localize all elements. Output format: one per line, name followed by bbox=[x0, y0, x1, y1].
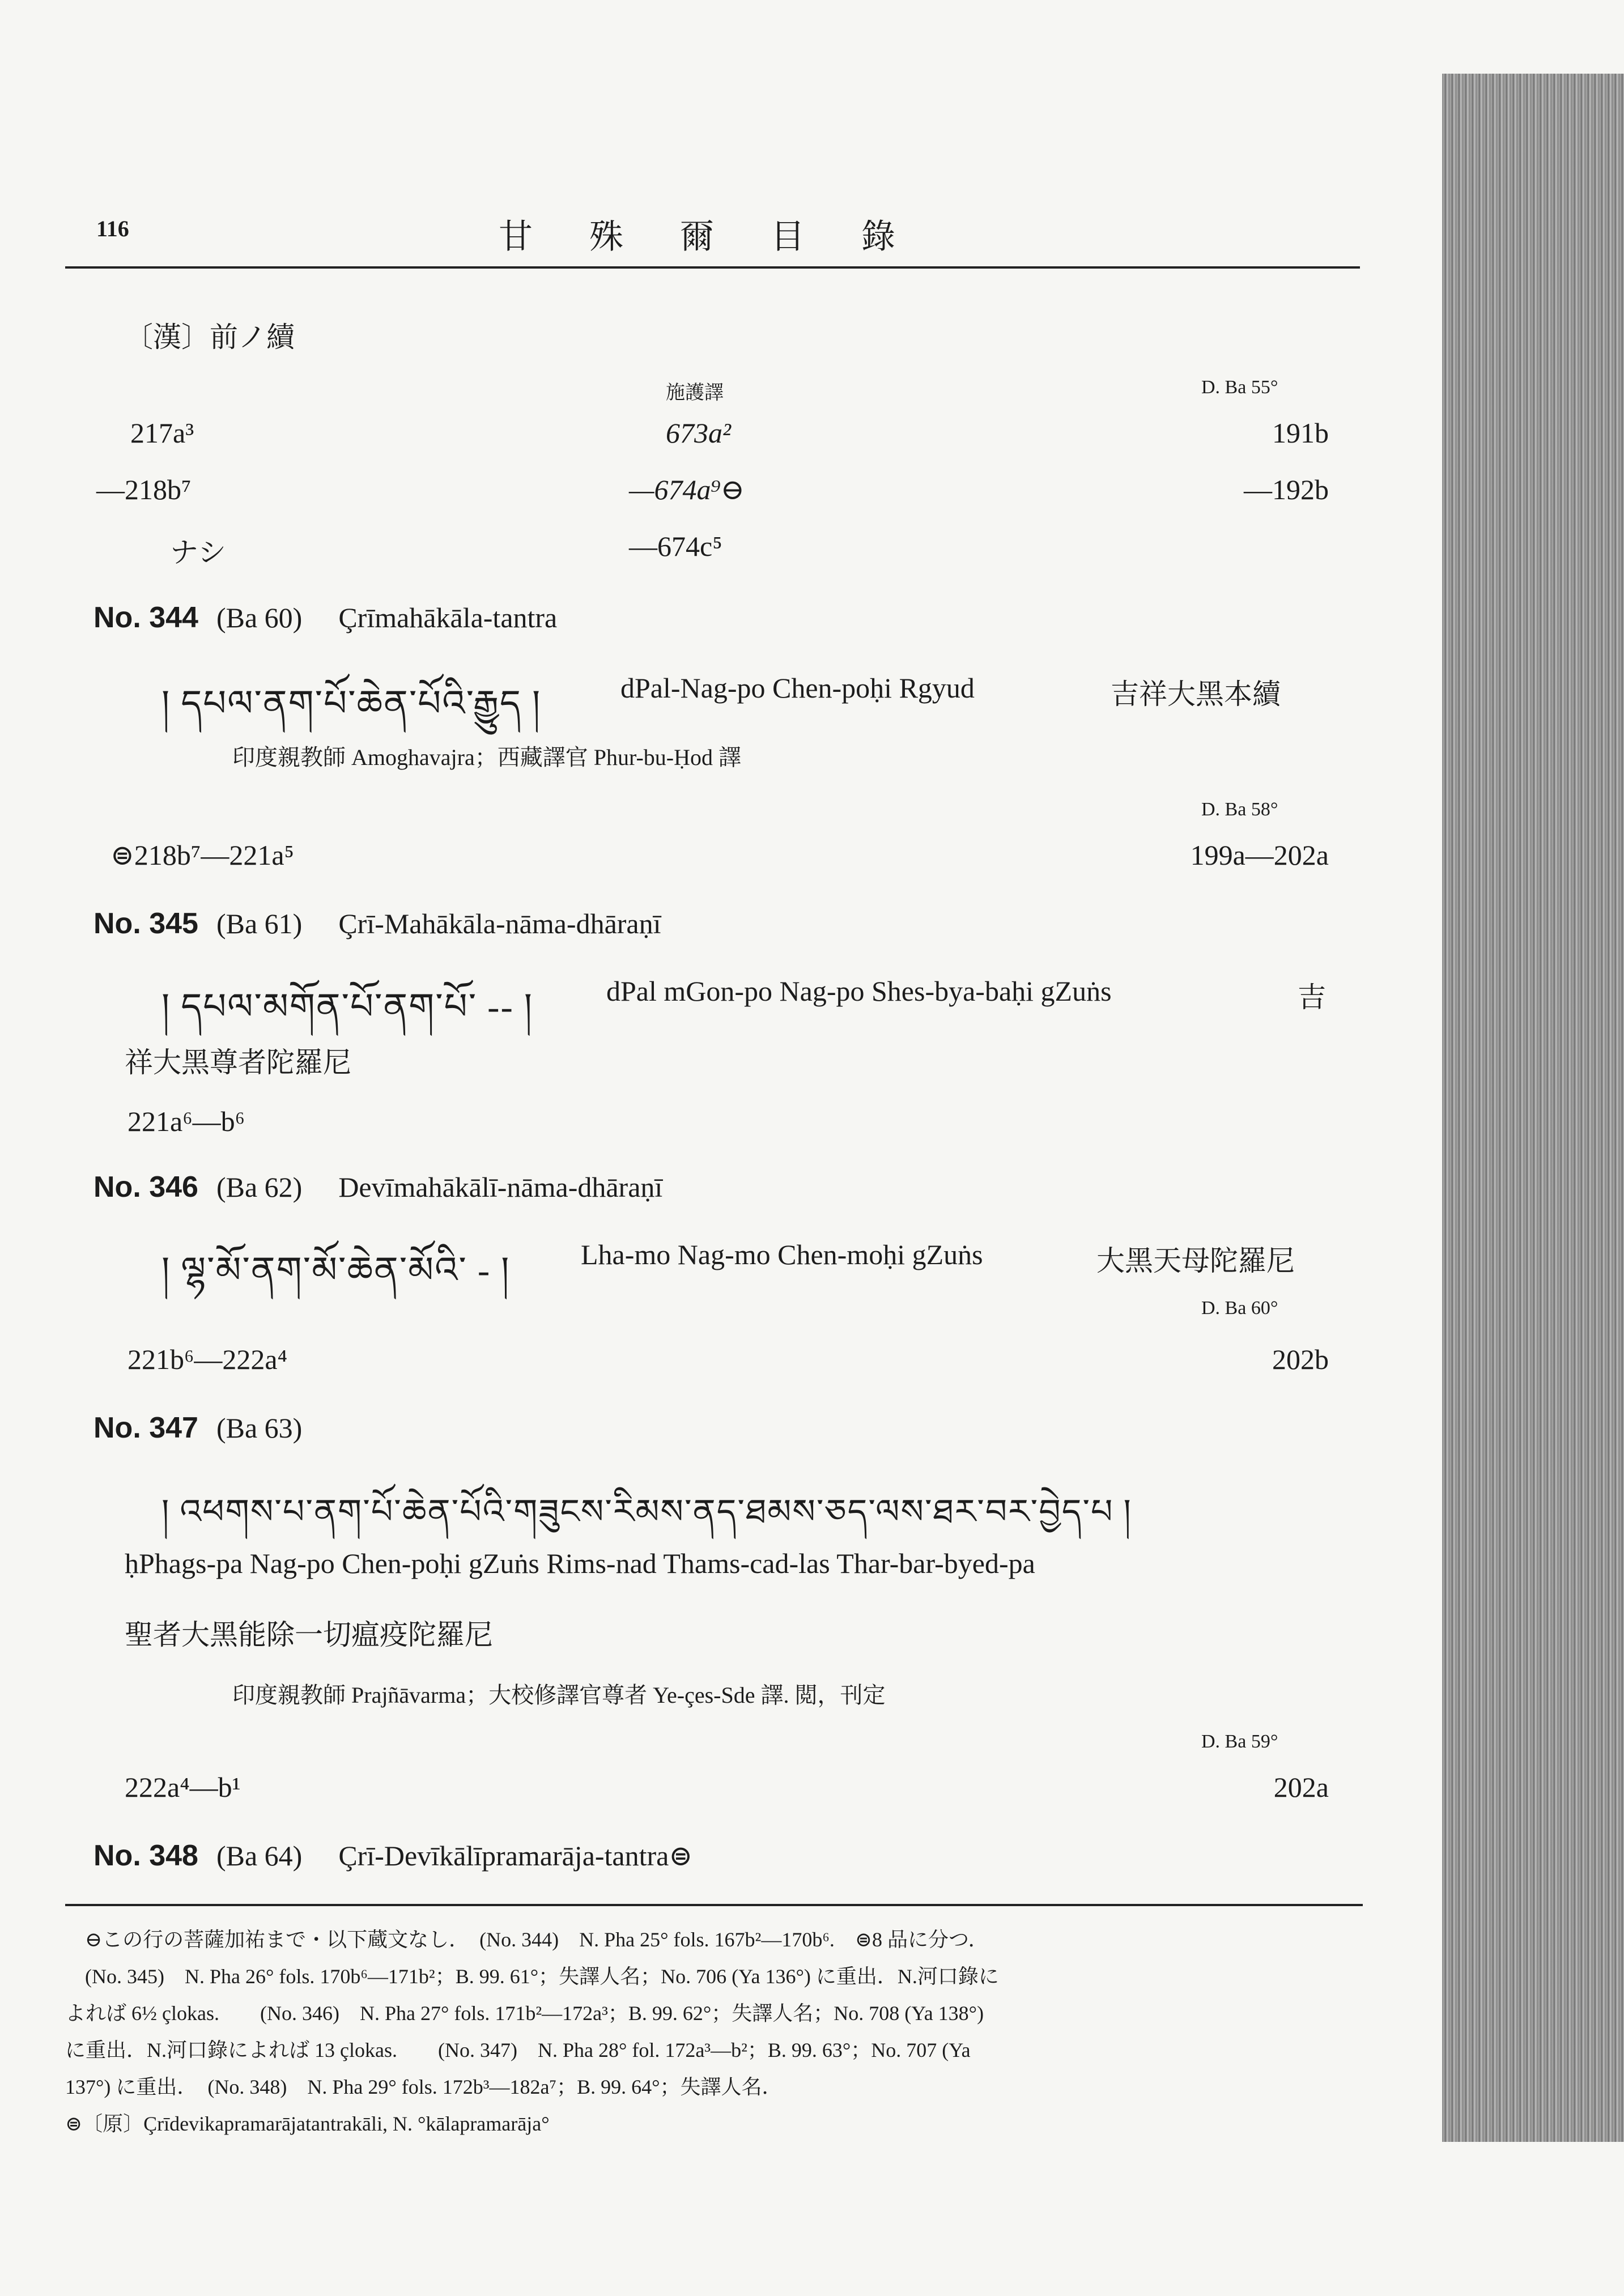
row2-taisho: —674a⁹⊖ bbox=[629, 474, 745, 505]
folio-range: 222a⁴—b¹ bbox=[125, 1771, 241, 1803]
continuation-heading: 〔漢〕前ノ續 bbox=[125, 321, 295, 353]
chinese-title: 大黑天母陀羅尼 bbox=[1096, 1245, 1295, 1277]
wylie-title: Lha-mo Nag-mo Chen-moḥi gZuṅs bbox=[581, 1239, 983, 1270]
sanskrit-title: Çrīmahākāla-tantra bbox=[338, 602, 558, 633]
entry-code: (Ba 64) bbox=[216, 1840, 303, 1872]
entry-346-heading bbox=[93, 1170, 662, 1204]
entry-number: No. 346 bbox=[93, 1171, 198, 1204]
chinese-title-cont: 祥大黑尊者陀羅尼 bbox=[125, 1047, 351, 1078]
entry-code: (Ba 63) bbox=[216, 1412, 303, 1444]
derge-note: D. Ba 59° bbox=[1201, 1731, 1278, 1752]
entry-344-heading bbox=[93, 601, 557, 635]
entry-348-heading bbox=[93, 1839, 692, 1873]
wylie-title: dPal mGon-po Nag-po Shes-bya-baḥi gZuṅs bbox=[606, 975, 1112, 1007]
footnote-rule bbox=[65, 1904, 1363, 1906]
chinese-title-start: 吉 bbox=[1298, 981, 1326, 1013]
page-title: 甘殊爾目錄 bbox=[499, 218, 952, 256]
scan-edge-shadow bbox=[1442, 74, 1624, 2142]
derge-folio: 202b bbox=[1272, 1343, 1329, 1375]
row2-derge: —192b bbox=[1244, 474, 1329, 505]
entry-number: No. 348 bbox=[93, 1839, 198, 1872]
entry-number: No. 347 bbox=[93, 1411, 198, 1444]
tibetan-title: ། ལྷ་མོ་ནག་མོ་ཆེན་མོའི་ - ། bbox=[161, 1250, 511, 1290]
entry-code: (Ba 60) bbox=[216, 602, 303, 633]
row2-folio: —218b⁷ bbox=[96, 474, 192, 505]
entry-345-heading bbox=[93, 907, 661, 941]
folio-range: ⊜218b⁷—221a⁵ bbox=[110, 839, 294, 871]
derge-note: D. Ba 58° bbox=[1201, 799, 1278, 820]
tibetan-title: ། འཕགས་པ་ནག་པོ་ཆེན་པོའི་གཟུངས་རིམས་ནད་ཐམས་ཅད་ལས་ཐར་བར་བྱེད་པ ། bbox=[161, 1493, 1132, 1530]
translators-line: 印度親教師 Prajñāvarma；大校修譯官尊者 Ye-çes-Sde 譯. 閲，刊定 bbox=[232, 1682, 886, 1708]
page-number: 116 bbox=[96, 216, 129, 241]
sanskrit-title: Çrī-Mahākāla-nāma-dhāraṇī bbox=[338, 908, 661, 939]
entry-number: No. 344 bbox=[93, 601, 198, 634]
wylie-title: dPal-Nag-po Chen-poḥi Rgyud bbox=[620, 672, 975, 704]
row1-derge: 191b bbox=[1272, 417, 1329, 449]
footnote-line: よれば 6½ çlokas. (No. 346) N. Pha 27° fols. 171b²—172a³；B. 99. 62°；失譯人名；No. 708 (Ya 138°) bbox=[65, 2002, 984, 2025]
folio-range: 221a⁶—b⁶ bbox=[127, 1106, 245, 1137]
entry-code: (Ba 62) bbox=[216, 1171, 303, 1203]
footnote-line: に重出．N.河口錄によれば 13 çlokas. (No. 347) N. Pha 28° fol. 172a³—b²；B. 99. 63°；No. 707 (Ya bbox=[65, 2039, 971, 2061]
wylie-title: ḥPhags-pa Nag-po Chen-poḥi gZuṅs Rims-nad Thams-cad-las Thar-bar-byed-pa bbox=[125, 1547, 1035, 1579]
derge-folio: 202a bbox=[1273, 1771, 1329, 1803]
translators-line: 印度親教師 Amoghavajra；西藏譯官 Phur-bu-Ḥod 譯 bbox=[232, 745, 741, 770]
derge-folio: 199a—202a bbox=[1190, 839, 1329, 871]
header-rule bbox=[65, 266, 1360, 269]
derge-note: D. Ba 60° bbox=[1201, 1298, 1278, 1319]
entry-347-heading bbox=[93, 1411, 302, 1445]
footnote-line: 137°) に重出． (No. 348) N. Pha 29° fols. 172b³—182a⁷；B. 99. 64°；失譯人名． bbox=[65, 2076, 783, 2098]
tibetan-title: ། དཔལ་ནག་པོ་ཆེན་པོའི་རྒྱུད ། bbox=[161, 683, 542, 724]
entry-number: No. 345 bbox=[93, 907, 198, 940]
row3-folio: ナシ bbox=[170, 537, 226, 568]
chinese-title: 聖者大黑能除一切瘟疫陀羅尼 bbox=[125, 1619, 493, 1651]
row1-taisho: 673a² bbox=[666, 417, 731, 449]
row1-folio: 217a³ bbox=[130, 417, 194, 449]
tibetan-title: ། དཔལ་མགོན་པོ་ནག་པོ་ -- ། bbox=[161, 987, 533, 1027]
footnote-line: (No. 345) N. Pha 26° fols. 170b⁶—171b²；B. 99. 61°；失譯人名；No. 706 (Ya 136°) に重出．N.河口錄に bbox=[85, 1965, 999, 1988]
col-header-translator: 施護譯 bbox=[666, 382, 724, 403]
folio-range: 221b⁶—222a⁴ bbox=[127, 1343, 288, 1375]
chinese-title: 吉祥大黑本續 bbox=[1111, 678, 1281, 710]
col-header-derge: D. Ba 55° bbox=[1201, 377, 1278, 398]
sanskrit-title: Devīmahākālī-nāma-dhāraṇī bbox=[338, 1171, 663, 1203]
sanskrit-title: Çrī-Devīkālīpramarāja-tantra⊜ bbox=[338, 1840, 693, 1872]
entry-code: (Ba 61) bbox=[216, 908, 303, 939]
footnote-line: ⊖この行の菩薩加祐まで・以下蔵文なし． (No. 344) N. Pha 25° fols. 167b²—170b⁶. ⊜8 品に分つ． bbox=[85, 1928, 989, 1951]
footnote-line: ⊜〔原〕Çrīdevikapramarājatantrakāli, N. °kālapramarāja° bbox=[65, 2112, 550, 2135]
row3-taisho: —674c⁵ bbox=[629, 530, 722, 562]
